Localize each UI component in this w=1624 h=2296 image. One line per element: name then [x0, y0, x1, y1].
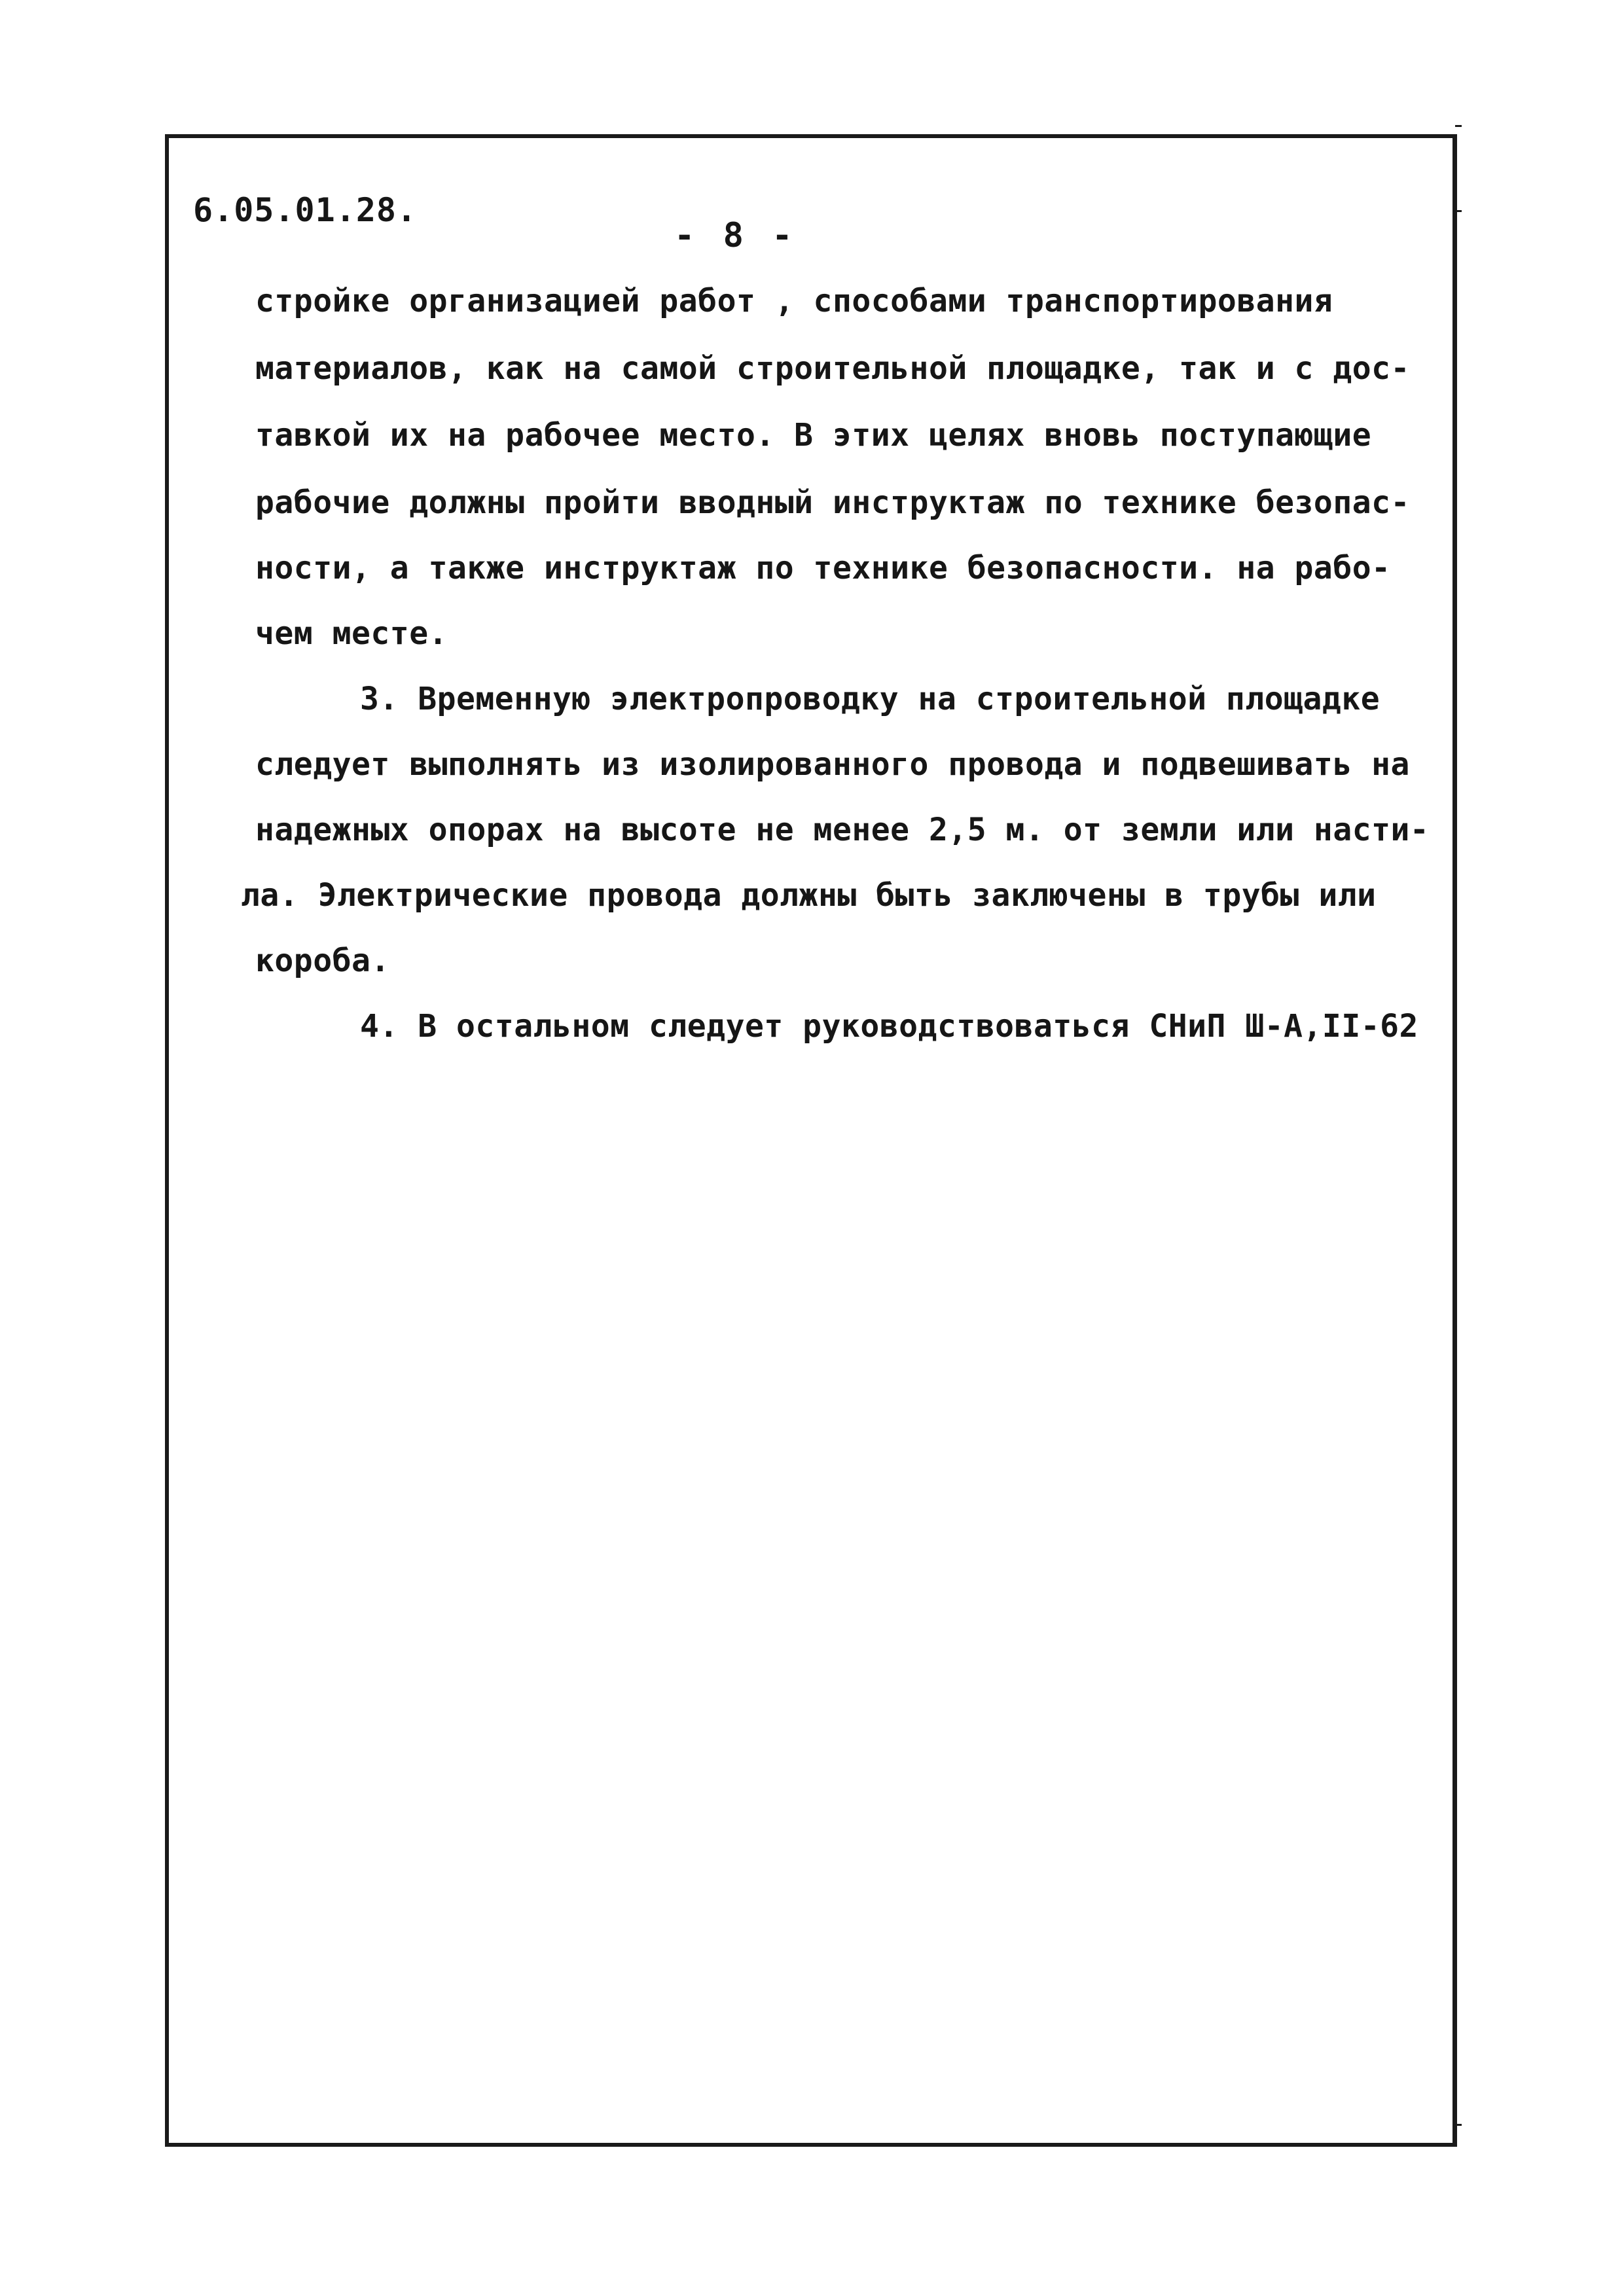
body-text-line: 3. Временную электропроводку на строительной площадке	[360, 681, 1380, 717]
body-text-line: чем месте.	[255, 615, 448, 652]
body-text-line: ности, а также инструктаж по технике безопасности. на рабо-	[255, 550, 1391, 586]
body-text-line: надежных опорах на высоте не менее 2,5 м. от земли или насти-	[255, 812, 1430, 848]
document-code: 6.05.01.28.	[193, 191, 418, 229]
frame-tick	[1455, 2124, 1462, 2126]
frame-tick	[1455, 210, 1462, 212]
body-text-line: стройке организацией работ , способами транспортирования	[255, 283, 1333, 319]
frame-tick	[1455, 125, 1462, 127]
body-text-line: тавкой их на рабочее место. В этих целях вновь поступающие	[255, 417, 1372, 454]
body-text-line: рабочие должны пройти вводный инструктаж по технике безопас-	[255, 484, 1410, 521]
body-text-line: ла. Электрические провода должны быть заключены в трубы или	[241, 877, 1377, 914]
body-text-line: 4. В остальном следует руководствоваться СНиП Ш-А,II-62	[360, 1008, 1418, 1045]
page-number: - 8 -	[674, 216, 797, 255]
body-text-line: следует выполнять из изолированного провода и подвешивать на	[255, 746, 1410, 783]
body-text-line: короба.	[255, 942, 390, 979]
body-text-line: материалов, как на самой строительной площадке, так и с дос-	[255, 350, 1410, 387]
